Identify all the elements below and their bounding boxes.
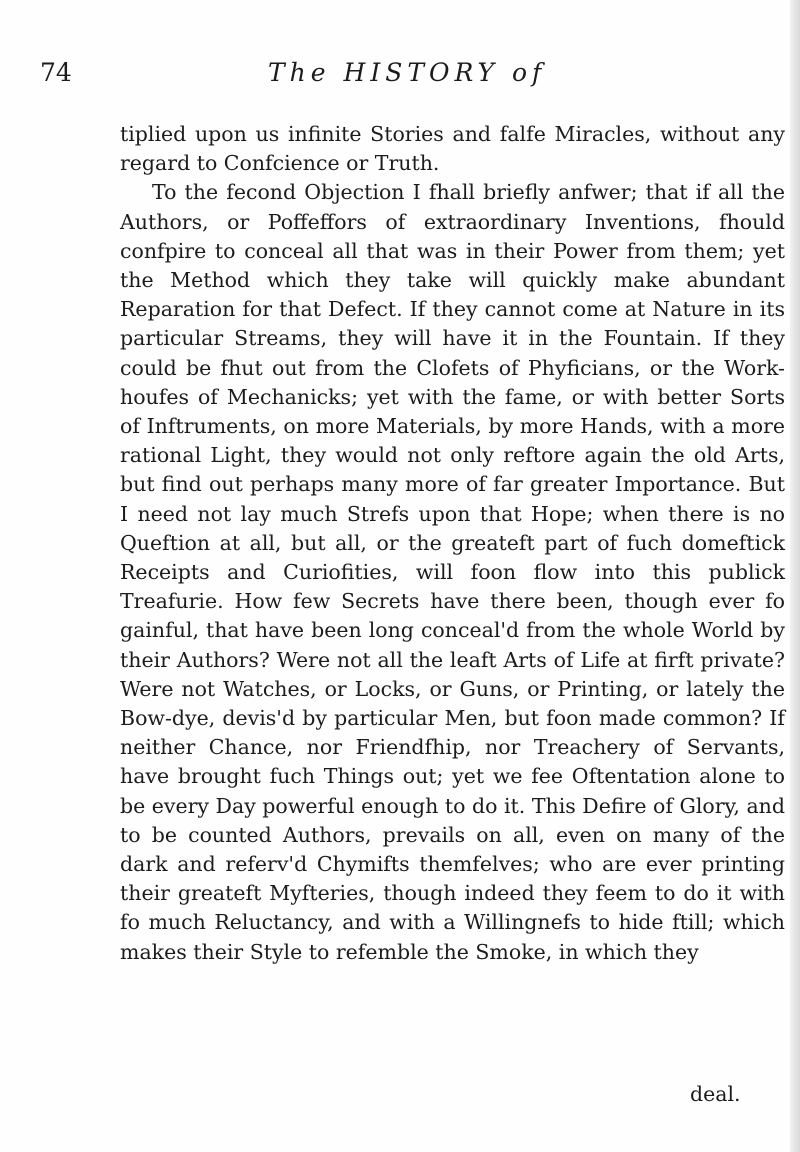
catchword: deal. — [690, 1082, 741, 1106]
body-text — [120, 120, 785, 967]
page-number: 74 — [40, 58, 72, 87]
running-head: The HISTORY of — [268, 58, 547, 87]
page-edge-shadow — [790, 0, 800, 1152]
paragraph-continuation: tiplied upon us infinite Stories and falfe Miracles, without any regard to Confcience or Truth. — [120, 122, 785, 176]
paragraph-second-objection: To the fecond Objection I fhall briefly anfwer; that if all the Authors, or Poffeffors of extraordinary Inventions, fhould confpire to conceal all that was in their Power from them; yet the Method which they take will quickly make abundant Reparation for that Defect. If they cannot come at Nature in its particular Streams, they will have it in the Fountain. If they could be fhut out from the Clofets of Phyficians, or the Work-houfes of Mechanicks; yet with the fame, or with better Sorts of Inftruments, on more Materials, by more Hands, with a more rational Light, they would not only reftore again the old Arts, but find out perhaps many more of far greater Importance. But I need not lay much Strefs upon that Hope; when there is no Queftion at all, but all, or the greateft part of fuch domeftick Receipts and Curiofities, will foon flow into this publick Treafurie. How few Secrets have there been, though ever fo gainful, that have been long conceal'd from the whole World by their Authors? Were not all the leaft Arts of Life at firft private? Were not Watches, or Locks, or Guns, or Printing, or lately the Bow-dye, devis'd by particular Men, but foon made common? If neither Chance, nor Friendfhip, nor Treachery of Servants, have brought fuch Things out; yet we fee Oftentation alone to be every Day powerful enough to do it. This Defire of Glory, and to be counted Authors, prevails on all, even on many of the dark and referv'd Chymifts themfelves; who are ever printing their greateft Myfteries, though indeed they feem to do it with fo much Reluctancy, and with a Willingnefs to hide ftill; which makes their Style to refemble the Smoke, in which they — [120, 180, 785, 964]
